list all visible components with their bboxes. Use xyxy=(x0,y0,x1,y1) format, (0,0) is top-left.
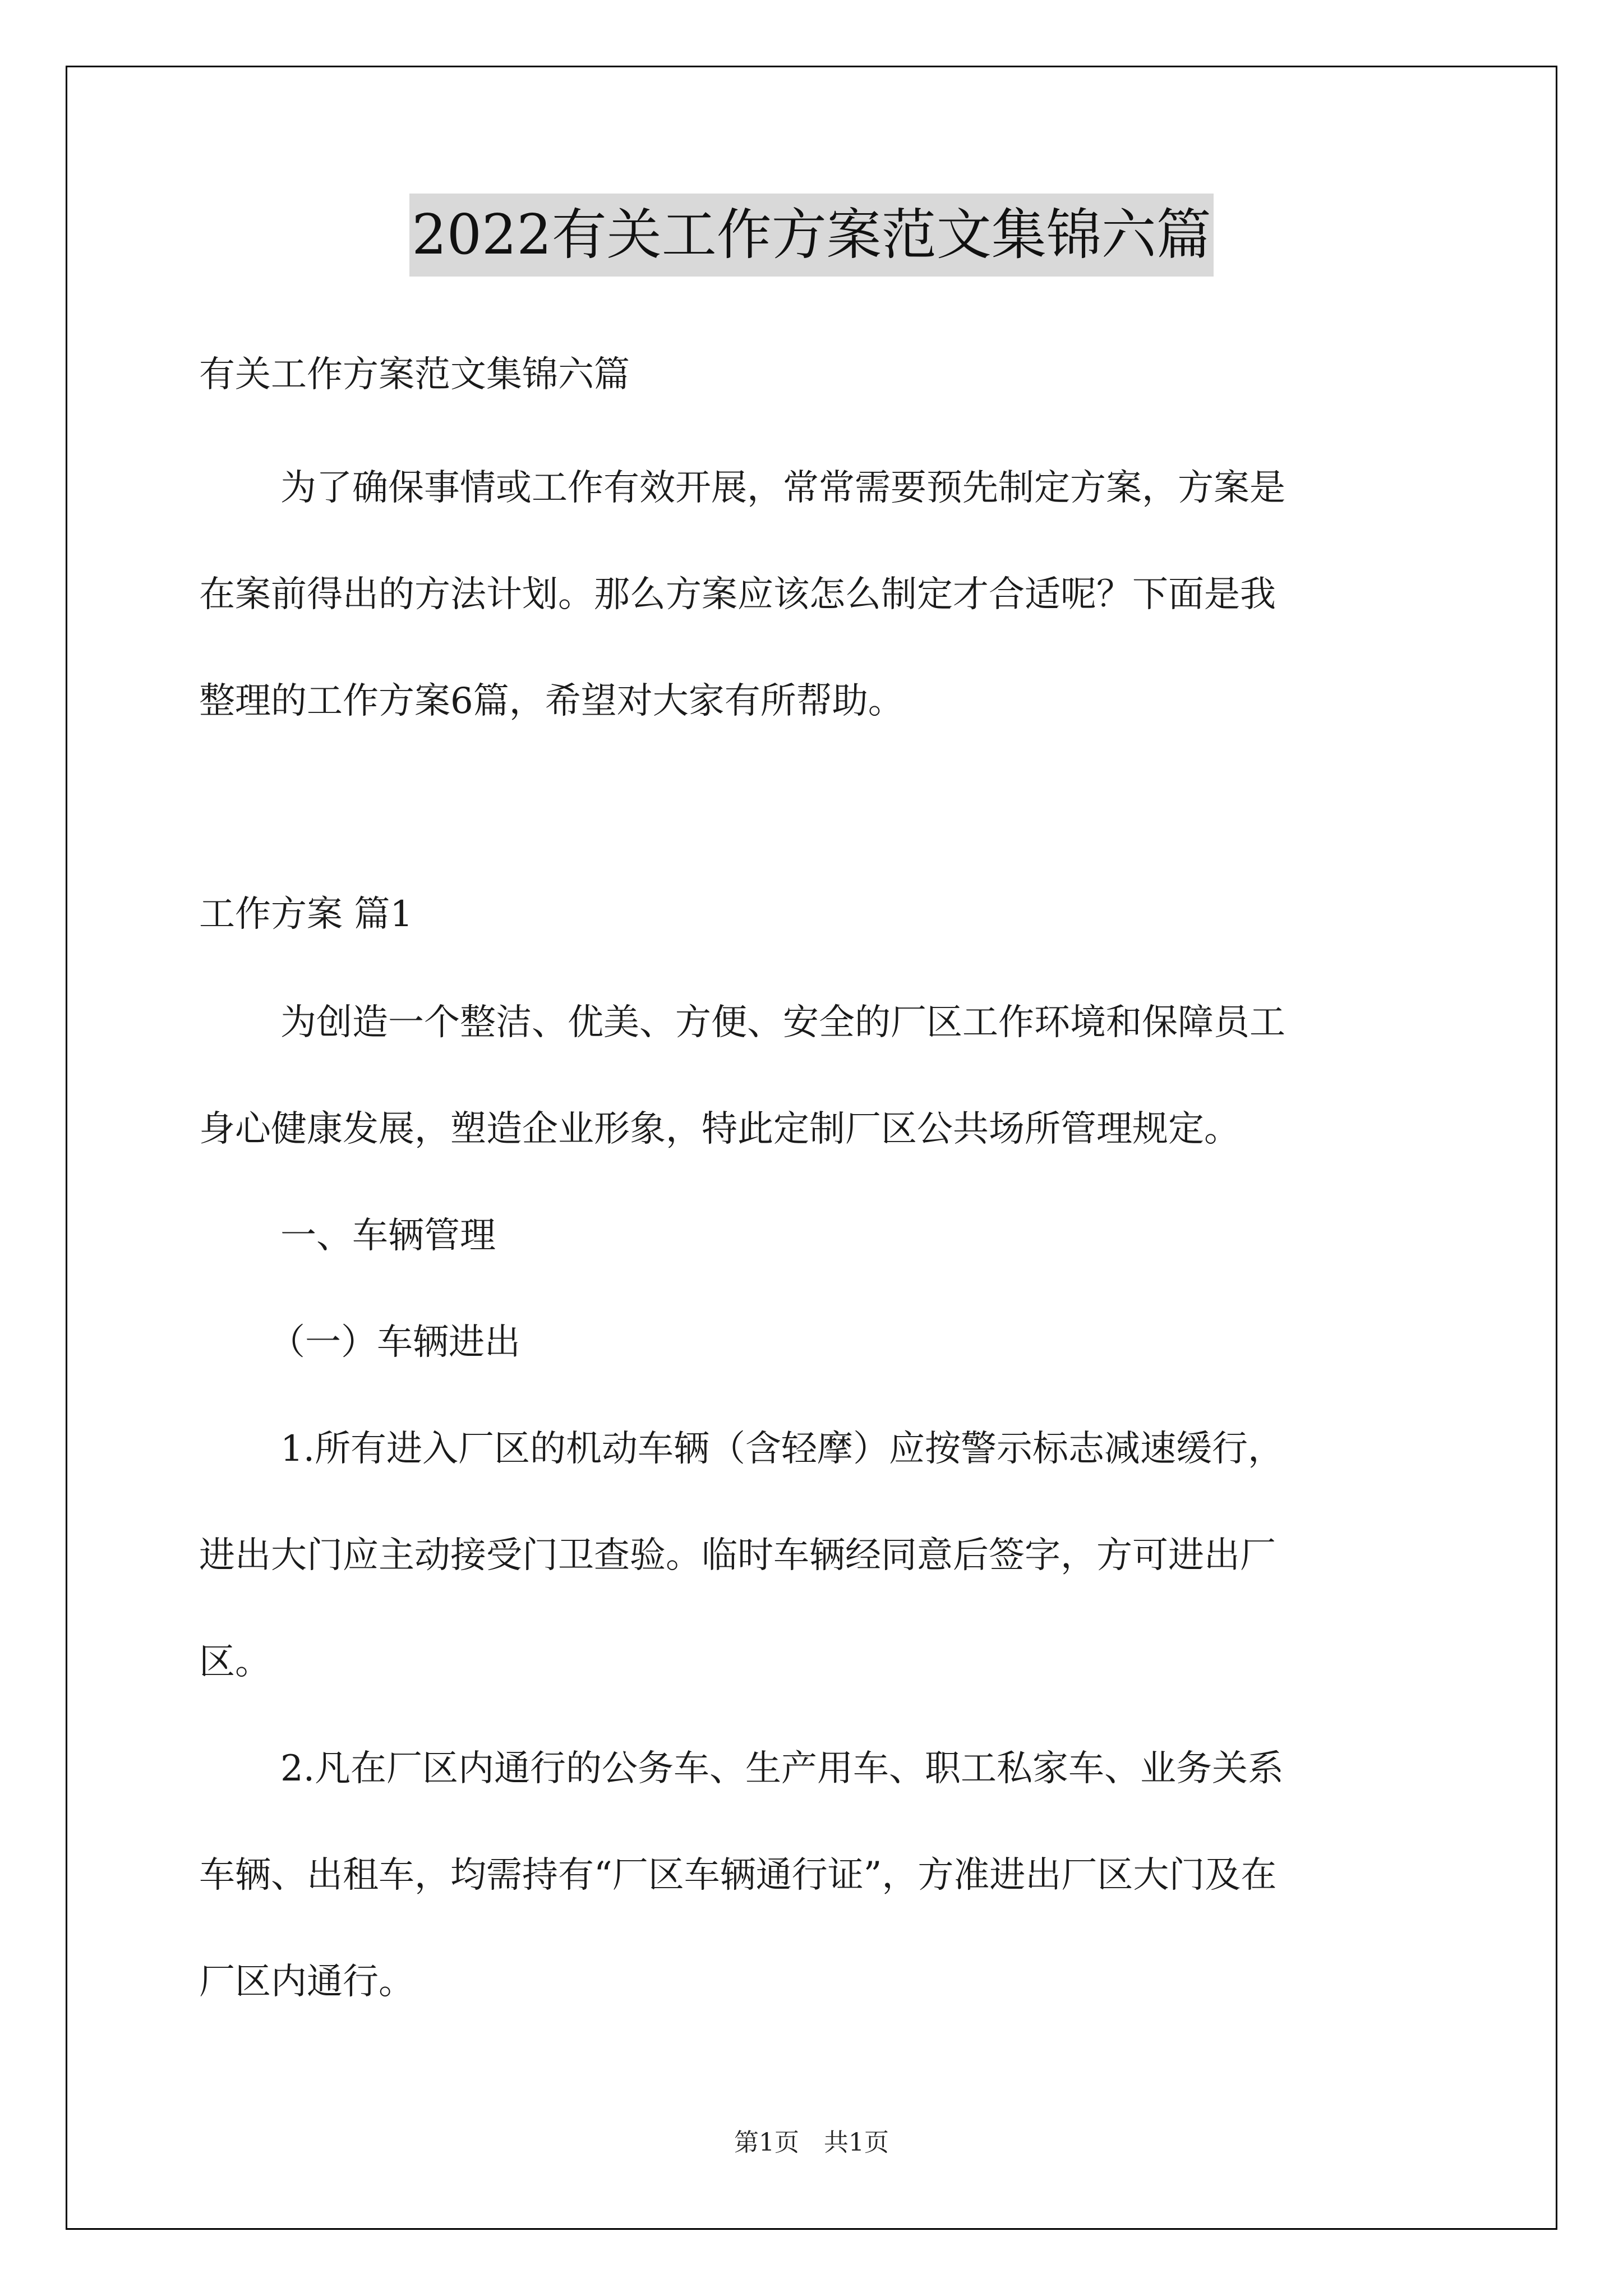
intro-line-2: 在案前得出的方法计划。那么方案应该怎么制定才合适呢？下面是我 xyxy=(199,574,1276,615)
intro-line-3: 整理的工作方案6篇，希望对大家有所帮助。 xyxy=(199,680,904,722)
item-1-line-3: 区。 xyxy=(199,1641,271,1683)
item-1-line-2: 进出大门应主动接受门卫查验。临时车辆经同意后签字，方可进出厂 xyxy=(199,1535,1276,1576)
document-title: 2022有关工作方案范文集锦六篇 xyxy=(409,194,1213,277)
item-2-line-1: 2.凡在厂区内通行的公务车、生产用车、职工私家车、业务关系 xyxy=(280,1748,1284,1789)
heading-vehicle-entry-exit: （一）车辆进出 xyxy=(269,1322,520,1363)
intro-line-1: 为了确保事情或工作有效开展，常常需要预先制定方案，方案是 xyxy=(280,467,1285,509)
section-intro-line-1: 为创造一个整洁、优美、方便、安全的厂区工作环境和保障员工 xyxy=(280,1002,1285,1043)
page-footer: 第1页 共1页 xyxy=(734,2128,889,2157)
item-2-line-3: 厂区内通行。 xyxy=(199,1961,414,2003)
item-1-line-1: 1.所有进入厂区的机动车辆（含轻摩）应按警示标志减速缓行， xyxy=(280,1428,1284,1470)
title-container xyxy=(0,194,1623,277)
document-subtitle: 有关工作方案范文集锦六篇 xyxy=(199,354,630,395)
section-intro-line-2: 身心健康发展，塑造企业形象，特此定制厂区公共场所管理规定。 xyxy=(199,1108,1240,1150)
item-2-line-2: 车辆、出租车，均需持有“厂区车辆通行证”，方准进出厂区大门及在 xyxy=(199,1855,1277,1896)
section-heading: 工作方案 篇1 xyxy=(199,894,413,935)
heading-vehicle-management: 一、车辆管理 xyxy=(280,1215,496,1257)
